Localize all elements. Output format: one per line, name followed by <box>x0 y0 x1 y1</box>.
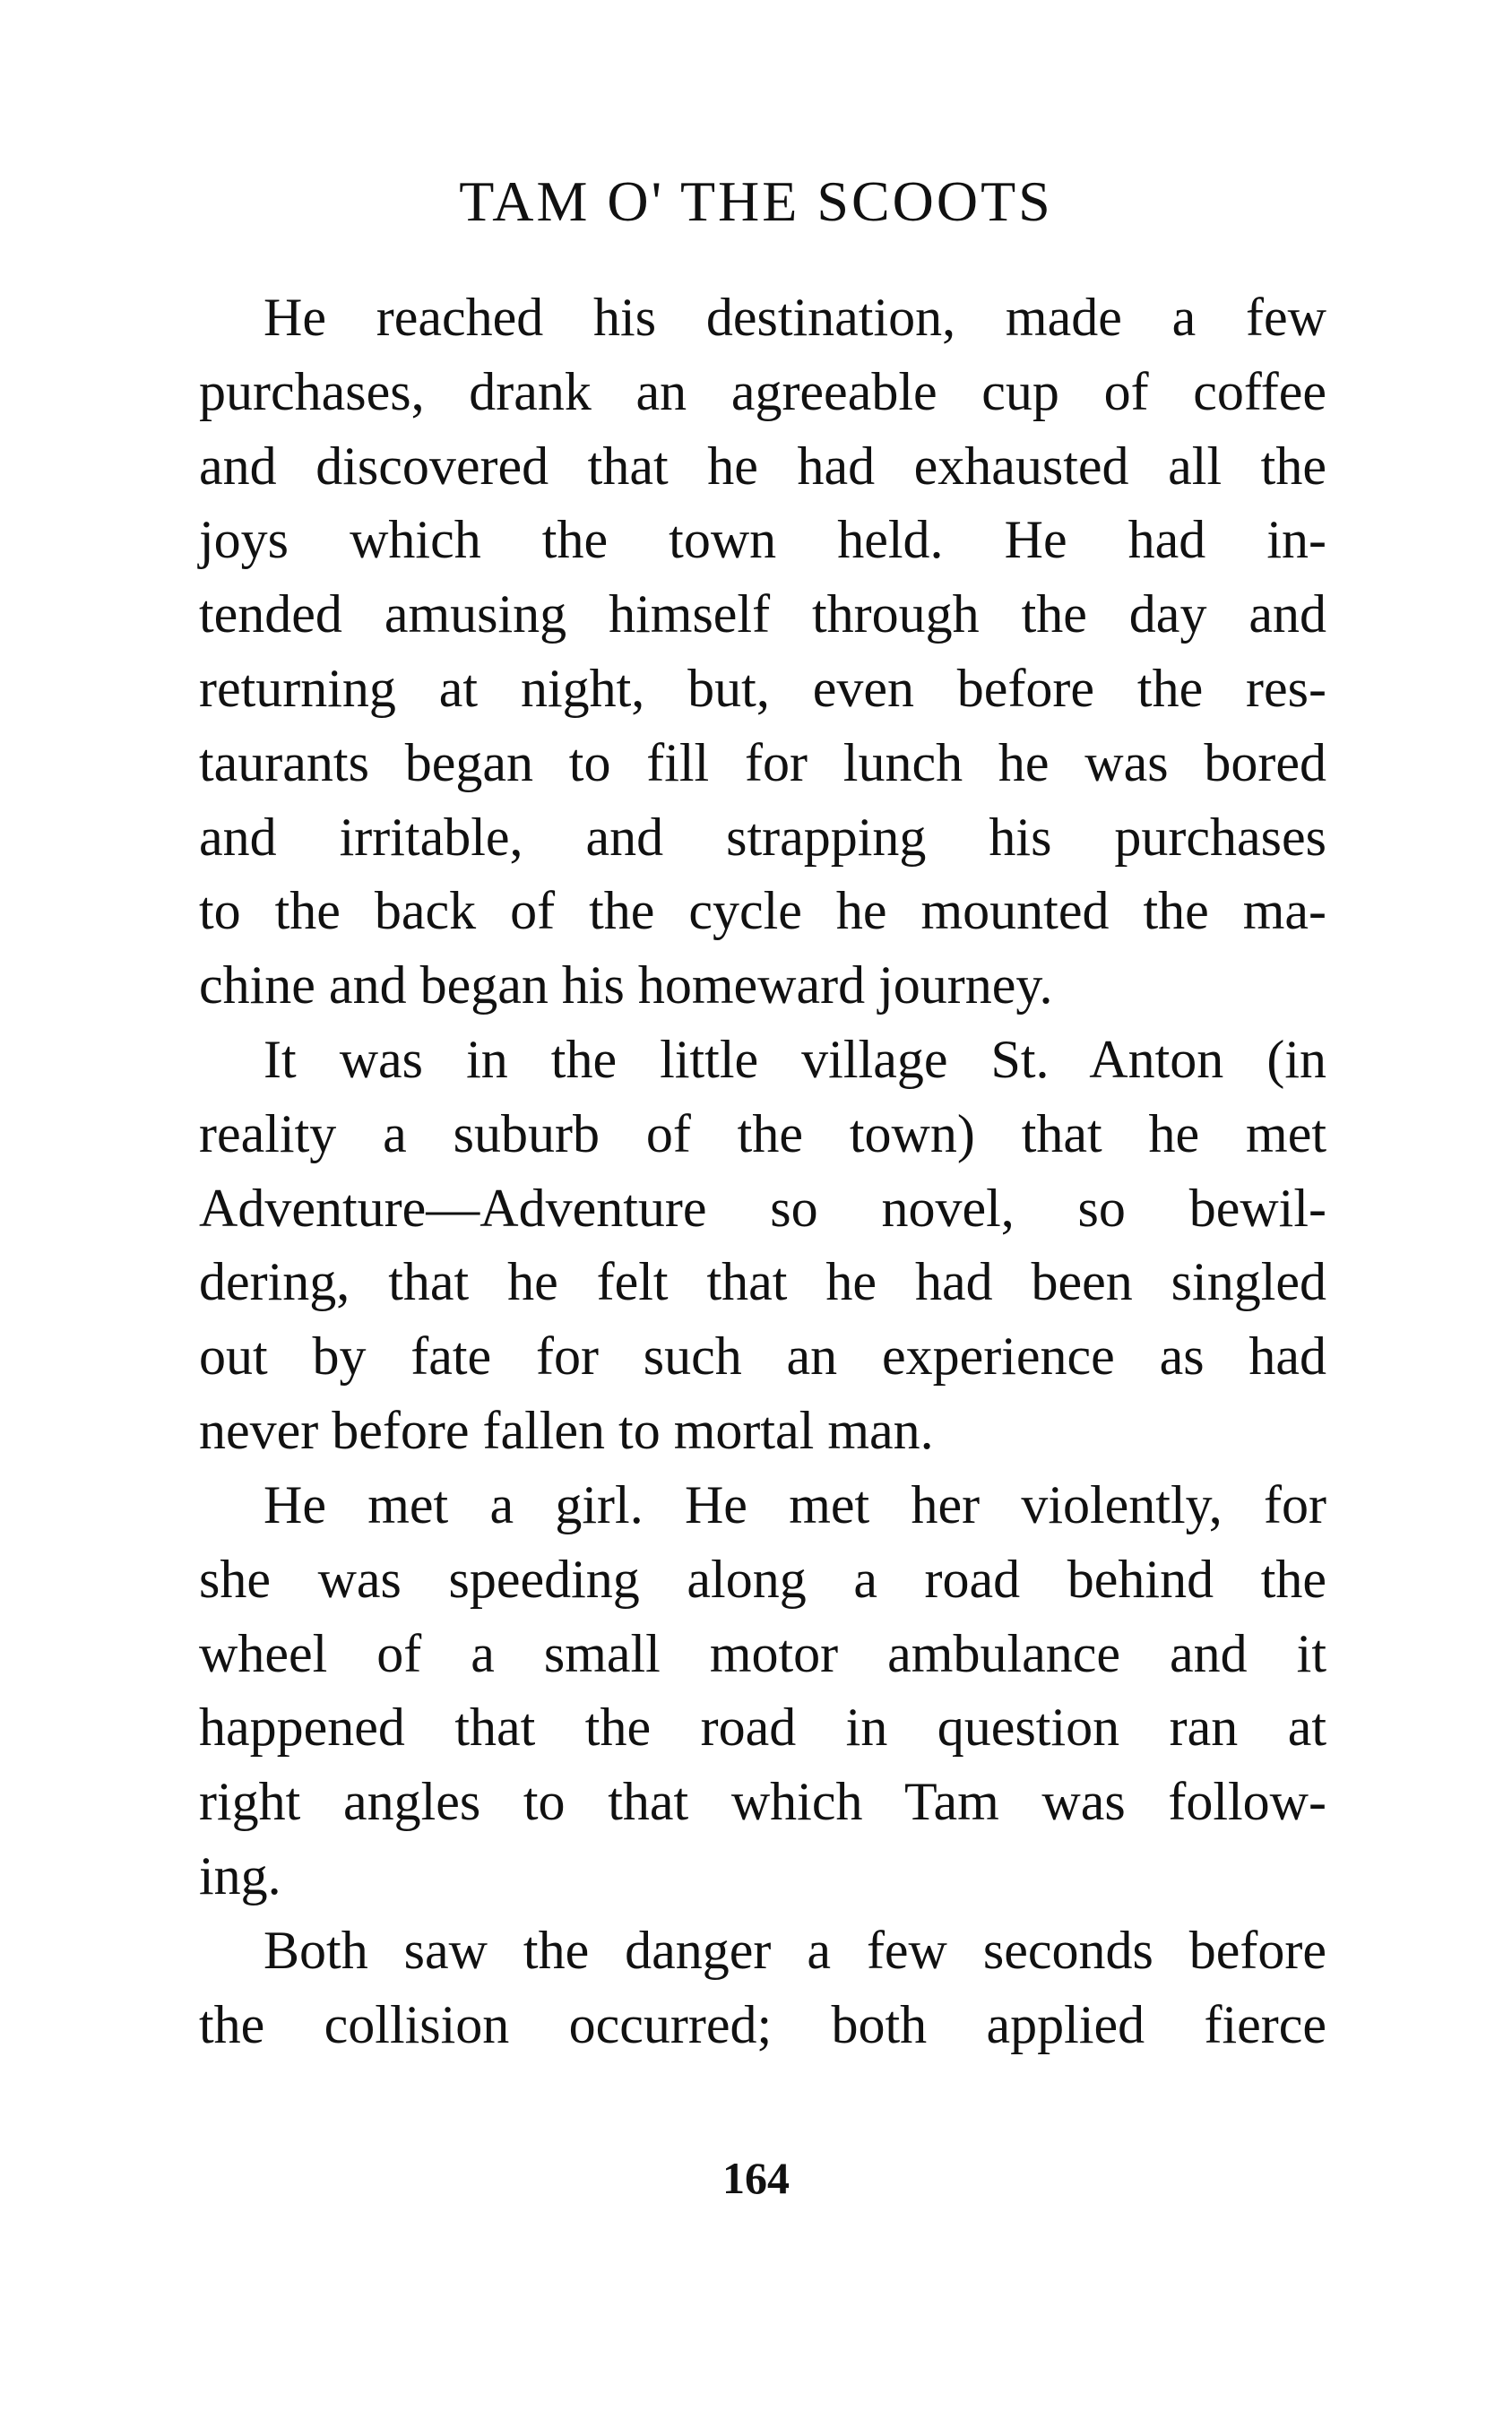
running-head: TAM O' THE SCOOTS <box>459 169 1053 233</box>
paragraph-2 <box>199 1023 1326 1468</box>
text-line: Adventure—Adventure so novel, so bewil- <box>199 1178 1326 1238</box>
text-line: right angles to that which Tam was follow- <box>199 1772 1326 1832</box>
text-line: returning at night, but, even before the res- <box>199 658 1326 718</box>
text-line: ing. <box>199 1845 281 1905</box>
text-line: joys which the town held. He had in- <box>199 510 1326 570</box>
text-line: never before fallen to mortal man. <box>199 1400 934 1460</box>
paragraph-1 <box>199 281 1326 1023</box>
text-line: and discovered that he had exhausted all the <box>199 436 1326 496</box>
text-line: It was in the little village St. Anton (in <box>264 1030 1326 1089</box>
text-line: she was speeding along a road behind the <box>199 1549 1326 1609</box>
paragraph-4 <box>199 1914 1326 2062</box>
paragraph-3 <box>199 1468 1326 1914</box>
text-line: purchases, drank an agreeable cup of coffee <box>199 361 1326 421</box>
text-line: tended amusing himself through the day and <box>199 584 1326 644</box>
text-line: Both saw the danger a few seconds before <box>264 1921 1326 1980</box>
text-line: out by fate for such an experience as had <box>199 1326 1326 1387</box>
text-line: the collision occurred; both applied fierce <box>199 1994 1326 2054</box>
text-line: He met a girl. He met her violently, for <box>264 1475 1326 1534</box>
text-line: to the back of the cycle he mounted the ma- <box>199 881 1326 941</box>
text-line: wheel of a small motor ambulance and it <box>199 1623 1326 1683</box>
text-line: and irritable, and strapping his purchases <box>199 807 1326 867</box>
page-number: 164 <box>722 2153 790 2203</box>
text-line: taurants began to fill for lunch he was bored <box>199 732 1326 792</box>
text-line: reality a suburb of the town) that he met <box>199 1103 1326 1163</box>
text-line: dering, that he felt that he had been singled <box>199 1252 1326 1312</box>
text-line: He reached his destination, made a few <box>264 288 1326 347</box>
text-line: happened that the road in question ran at <box>199 1698 1326 1758</box>
text-line: chine and began his homeward journey. <box>199 955 1053 1015</box>
